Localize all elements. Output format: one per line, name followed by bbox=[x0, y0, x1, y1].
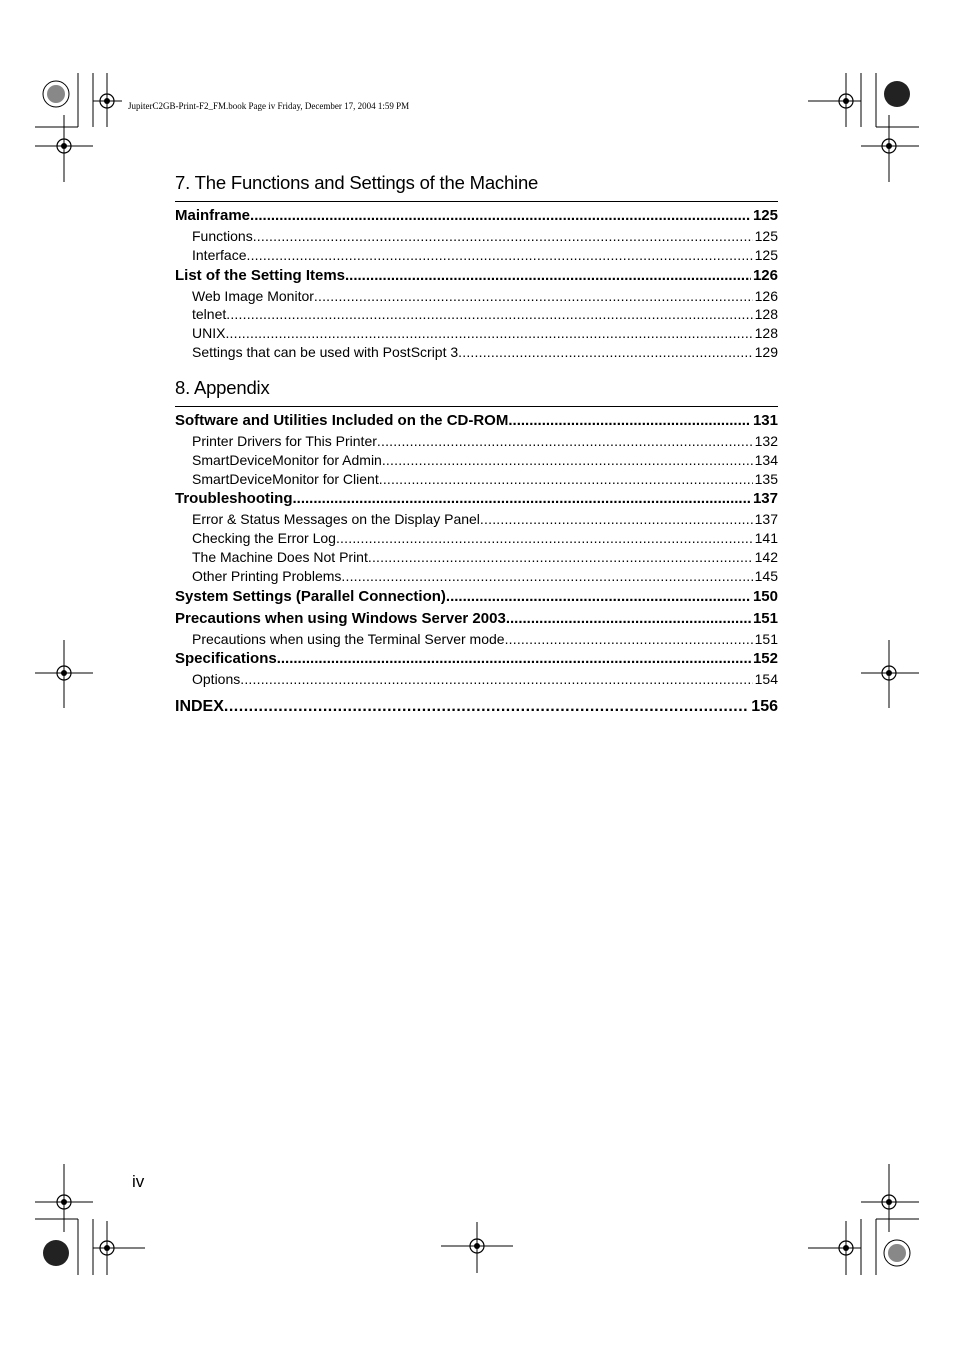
toc-subentry[interactable]: Printer Drivers for This Printer ..... 132 bbox=[175, 432, 778, 451]
toc-subentry[interactable]: UNIX ..... 128 bbox=[175, 324, 778, 343]
toc-index-entry[interactable]: INDEX ..... 156 bbox=[175, 695, 778, 719]
toc-subentry[interactable]: Settings that can be used with PostScript 3 ..... 129 bbox=[175, 343, 778, 362]
toc-section-8 bbox=[175, 375, 778, 719]
toc-subentry[interactable]: Interface ..... 125 bbox=[175, 246, 778, 265]
toc-subentry[interactable]: Other Printing Problems ..... 145 bbox=[175, 567, 778, 586]
toc-entry[interactable]: Mainframe ..... 125 bbox=[175, 205, 778, 227]
page-number: iv bbox=[132, 1172, 145, 1191]
toc-entry[interactable]: Precautions when using Windows Server 2003 ..... 151 bbox=[175, 608, 778, 630]
print-info: JupiterC2GB-Print-F2_FM.book Page iv Friday, December 17, 2004 1:59 PM bbox=[128, 101, 410, 111]
toc-subentry[interactable]: SmartDeviceMonitor for Admin ..... 134 bbox=[175, 451, 778, 470]
toc-subentry[interactable]: Functions ..... 125 bbox=[175, 227, 778, 246]
toc-entry[interactable]: Specifications ..... 152 bbox=[175, 648, 778, 670]
toc-subentry[interactable]: Error & Status Messages on the Display Panel ..... 137 bbox=[175, 510, 778, 529]
toc-subentry[interactable]: The Machine Does Not Print ..... 142 bbox=[175, 548, 778, 567]
toc-entry[interactable]: Troubleshooting ..... 137 bbox=[175, 488, 778, 510]
toc-entry[interactable]: Software and Utilities Included on the CD-ROM ..... 131 bbox=[175, 410, 778, 432]
toc-subentry[interactable]: SmartDeviceMonitor for Client ..... 135 bbox=[175, 470, 778, 489]
toc-subentry[interactable]: telnet ..... 128 bbox=[175, 305, 778, 324]
section-title: 8. Appendix bbox=[175, 375, 778, 407]
toc-subentry[interactable]: Precautions when using the Terminal Server mode ..... 151 bbox=[175, 630, 778, 649]
toc-subentry[interactable]: Options ..... 154 bbox=[175, 670, 778, 689]
toc-section-7 bbox=[175, 170, 778, 362]
toc-subentry[interactable]: Checking the Error Log ..... 141 bbox=[175, 529, 778, 548]
toc-entry[interactable]: List of the Setting Items ..... 126 bbox=[175, 265, 778, 287]
section-title: 7. The Functions and Settings of the Machine bbox=[175, 170, 778, 202]
toc-subentry[interactable]: Web Image Monitor ..... 126 bbox=[175, 287, 778, 306]
toc-entry[interactable]: System Settings (Parallel Connection) ..... 150 bbox=[175, 586, 778, 608]
